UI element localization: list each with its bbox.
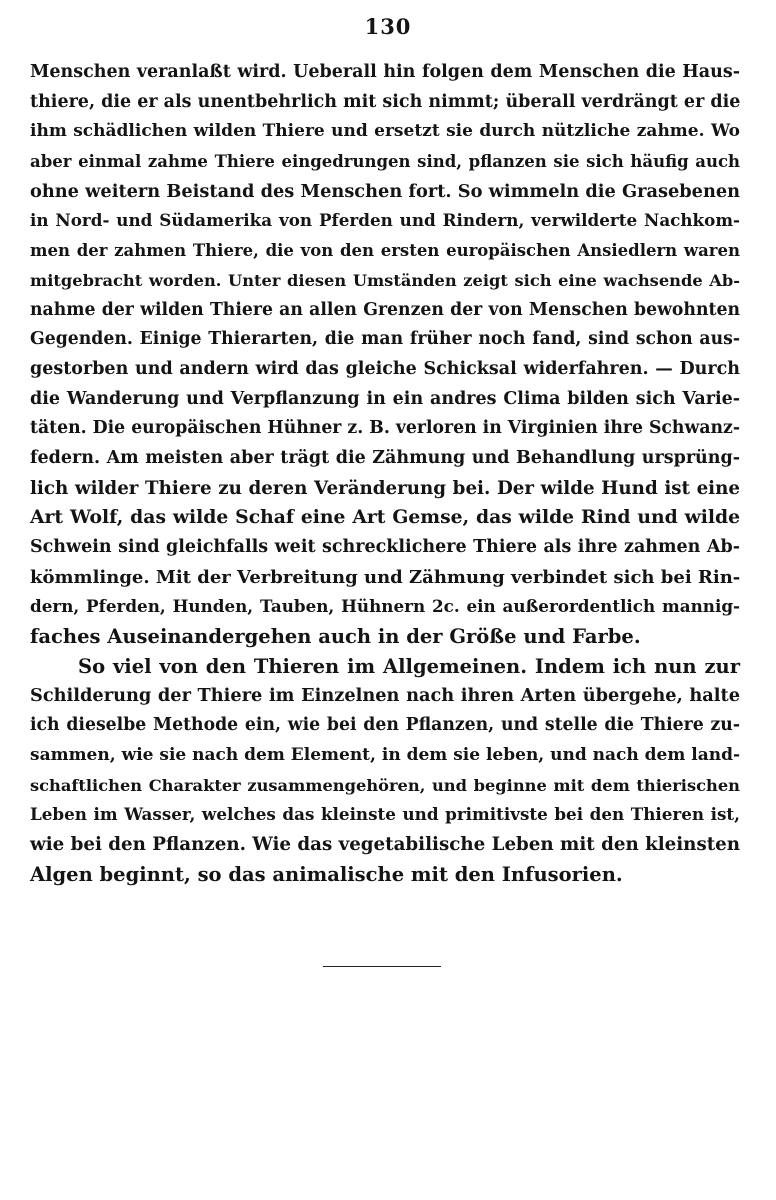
text-line: Leben im Wasser, welches das kleinste und primitivste bei den Thieren ist,: [30, 804, 740, 825]
text-line: mitgebracht worden. Unter diesen Umständen zeigt sich eine wachsende Ab-: [30, 270, 740, 290]
text-line: in Nord- und Südamerika von Pferden und Rindern, verwilderte Nachkom-: [30, 210, 740, 231]
text-line: aber einmal zahme Thiere eingedrungen sind, pflanzen sie sich häufig auch: [30, 152, 740, 172]
text-line: sammen, wie sie nach dem Element, in dem sie leben, und nach dem land-: [30, 744, 741, 765]
end-rule-divider: [323, 966, 441, 967]
paragraph: [30, 58, 740, 652]
text-line: Menschen veranlaßt wird. Ueberall hin folgen dem Menschen die Haus-: [30, 62, 740, 82]
text-line: thiere, die er als unentbehrlich mit sich nimmt; überall verdrängt er die: [30, 91, 741, 112]
body-text: [30, 58, 740, 889]
text-line: Art Wolf, das wilde Schaf eine Art Gemse, das wilde Rind und wilde: [30, 506, 740, 529]
text-line: wie bei den Pflanzen. Wie das vegetabilische Leben mit den kleinsten: [30, 833, 741, 855]
text-line: men der zahmen Thiere, die von den ersten europäischen Ansiedlern waren: [30, 241, 740, 261]
page-number: 130: [364, 14, 412, 39]
text-line: kömmlinge. Mit der Verbreitung und Zähmung verbindet sich bei Rin-: [30, 566, 741, 588]
text-line: faches Auseinandergehen auch in der Größe und Farbe.: [30, 625, 641, 649]
text-line: Gegenden. Einige Thierarten, die man früher noch fand, sind schon aus-: [30, 329, 740, 350]
text-line: dern, Pferden, Hunden, Tauben, Hühnern 2c. ein außerordentlich mannig-: [30, 596, 740, 617]
paragraph: [30, 652, 740, 890]
text-line: ich dieselbe Methode ein, wie bei den Pflanzen, und stelle die Thiere zu-: [30, 715, 740, 736]
text-line: die Wanderung und Verpflanzung in ein andres Clima bilden sich Varie-: [30, 388, 740, 409]
text-line: Schilderung der Thiere im Einzelnen nach ihren Arten übergehe, halte: [30, 685, 740, 707]
text-line: So viel von den Thieren im Allgemeinen. Indem ich nun zur: [78, 654, 740, 678]
text-line: Algen beginnt, so das animalische mit den Infusorien.: [30, 862, 623, 886]
text-line: Schwein sind gleichfalls weit schrecklichere Thiere als ihre zahmen Ab-: [30, 537, 740, 557]
text-line: täten. Die europäischen Hühner z. B. verloren in Virginien ihre Schwanz-: [30, 418, 740, 439]
text-line: lich wilder Thiere zu deren Veränderung bei. Der wilde Hund ist eine: [30, 477, 740, 499]
text-line: schaftlichen Charakter zusammengehören, und beginne mit dem thierischen: [30, 775, 740, 795]
text-line: gestorben und andern wird das gleiche Schicksal widerfahren. — Durch: [30, 358, 740, 379]
text-line: ohne weitern Beistand des Menschen fort. So wimmeln die Grasebenen: [30, 180, 741, 202]
text-line: nahme der wilden Thiere an allen Grenzen der von Menschen bewohnten: [30, 299, 740, 320]
text-line: federn. Am meisten aber trägt die Zähmung und Behandlung ursprüng-: [30, 447, 740, 468]
text-line: ihm schädlichen wilden Thiere und ersetzt sie durch nützliche zahme. Wo: [30, 121, 740, 142]
